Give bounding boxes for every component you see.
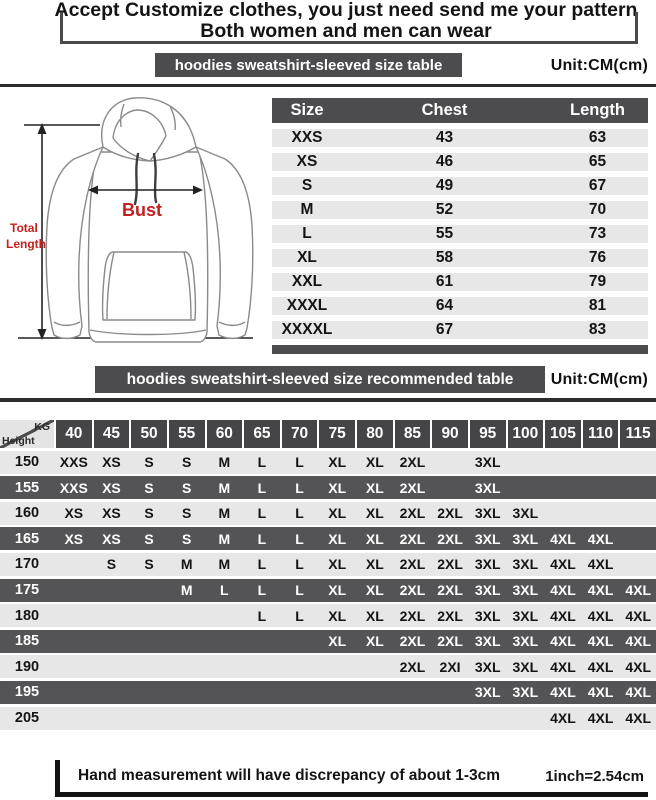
matrix-height-label: 185 — [14, 633, 40, 650]
matrix-size-cell: 2XL — [399, 479, 426, 496]
matrix-size-cell: S — [144, 530, 154, 547]
matrix-weight-header: 90 — [432, 420, 468, 448]
matrix-size-cell: 3XL — [512, 607, 539, 624]
matrix-row — [0, 527, 656, 550]
bust-label: Bust — [122, 200, 162, 220]
size-table-cell: XXXL — [286, 297, 328, 314]
matrix-size-cell: S — [182, 454, 192, 471]
size-table-cell: XS — [296, 153, 318, 170]
size-table-cell: 55 — [435, 225, 454, 242]
size-table-footer-bar — [272, 345, 648, 354]
matrix-row — [0, 681, 656, 704]
size-table-cell: 76 — [588, 249, 607, 266]
matrix-size-cell: 3XL — [512, 633, 539, 650]
matrix-size-cell: M — [218, 505, 231, 522]
matrix-height-label: 160 — [14, 505, 40, 522]
total-length-label-line1: Total — [10, 221, 38, 235]
size-table-row — [272, 201, 648, 219]
matrix-size-cell: 4XL — [625, 582, 652, 599]
matrix-size-cell: XL — [328, 479, 347, 496]
matrix-size-cell: L — [295, 505, 304, 522]
matrix-size-cell: 2XL — [399, 505, 426, 522]
size-table-cell: M — [300, 201, 314, 218]
matrix-size-cell: 4XL — [550, 633, 576, 650]
matrix-weight-header: 75 — [319, 420, 355, 448]
matrix-size-cell: 4XL — [587, 710, 614, 727]
matrix-size-cell: 3XL — [474, 530, 501, 547]
matrix-size-cell: 4XL — [625, 710, 652, 727]
matrix-size-cell: L — [295, 607, 304, 624]
header-line2: Both women and men can wear — [200, 20, 492, 42]
size-table-col-size: Size — [290, 101, 324, 119]
matrix-size-cell: 3XL — [474, 479, 501, 496]
size-table-cell: 61 — [435, 273, 454, 290]
matrix-weight-header: 60 — [207, 420, 243, 448]
matrix-size-cell: L — [257, 607, 267, 624]
matrix-row — [0, 707, 656, 730]
matrix-weight-header: 115 — [620, 420, 656, 448]
matrix-corner-cell — [0, 420, 54, 448]
matrix-size-cell: 3XL — [474, 658, 501, 675]
matrix-size-cell: XL — [328, 582, 347, 599]
matrix-size-cell: L — [257, 454, 267, 471]
matrix-size-cell: 2XL — [437, 556, 463, 573]
matrix-size-cell: XS — [102, 454, 121, 471]
matrix-size-cell: L — [257, 479, 267, 496]
divider-middle — [0, 398, 656, 402]
matrix-weight-header: 110 — [583, 420, 619, 448]
matrix-size-cell: XL — [365, 505, 384, 522]
matrix-size-cell: S — [144, 479, 154, 496]
matrix-size-cell: 3XL — [474, 582, 501, 599]
total-length-label-line2: Length — [6, 237, 46, 251]
matrix-height-label: 170 — [14, 556, 40, 573]
matrix-row — [0, 476, 656, 499]
matrix-size-cell: XL — [328, 530, 347, 547]
size-table-row — [272, 321, 648, 339]
matrix-size-cell: XL — [365, 556, 384, 573]
matrix-size-cell: 2XL — [437, 607, 463, 624]
matrix-size-cell: L — [220, 582, 229, 599]
matrix-size-cell: S — [182, 505, 192, 522]
matrix-size-cell: XL — [328, 556, 347, 573]
matrix-size-cell: L — [257, 582, 267, 599]
matrix-header-row — [0, 420, 656, 448]
matrix-size-cell: XXS — [59, 479, 88, 496]
size-table — [272, 98, 648, 354]
matrix-size-cell: 2XL — [399, 454, 426, 471]
matrix-size-cell: XS — [102, 505, 121, 522]
matrix-size-cell: 2XI — [439, 658, 461, 675]
size-table-cell: S — [301, 177, 313, 194]
matrix-size-cell: 4XL — [550, 582, 576, 599]
matrix-size-cell: M — [180, 582, 193, 599]
matrix-size-cell: M — [218, 556, 231, 573]
matrix-size-cell: 2XL — [399, 658, 426, 675]
header-line1: Accept Customize clothes, you just need send me your pattern — [54, 0, 638, 21]
matrix-size-cell: 4XL — [587, 684, 614, 701]
size-table-col-length: Length — [570, 101, 625, 119]
matrix-height-label: 155 — [14, 479, 40, 496]
matrix-size-cell: 3XL — [474, 556, 501, 573]
matrix-height-label: 180 — [14, 607, 40, 624]
matrix-size-cell: L — [295, 454, 304, 471]
size-table-cell: 58 — [435, 249, 454, 266]
matrix-size-cell: 4XL — [550, 530, 576, 547]
matrix-weight-header: 100 — [508, 420, 544, 448]
matrix-size-cell: 4XL — [625, 658, 652, 675]
matrix-size-cell: 3XL — [474, 633, 501, 650]
footer-note: Hand measurement will have discrepancy of about 1-3cm — [78, 767, 501, 784]
matrix-size-cell: 3XL — [512, 658, 539, 675]
matrix-size-cell: 2XL — [437, 582, 463, 599]
matrix-size-cell: 2XL — [399, 530, 426, 547]
hoodie-measurement-diagram — [0, 92, 270, 360]
matrix-size-cell: XL — [328, 633, 347, 650]
matrix-size-cell: S — [182, 530, 192, 547]
matrix-size-cell: 4XL — [550, 658, 576, 675]
size-table-row — [272, 225, 648, 243]
matrix-size-cell: 3XL — [512, 530, 539, 547]
size-table-row — [272, 177, 648, 195]
size-table-cell: XXXXL — [281, 321, 333, 338]
size-table-cell: 73 — [588, 225, 607, 242]
matrix-height-label: 165 — [14, 530, 40, 547]
size-table-cell: 67 — [588, 177, 607, 194]
size-table-cell: 43 — [435, 129, 454, 146]
size-table-cell: XXS — [291, 129, 323, 146]
matrix-size-cell: 2XL — [399, 556, 426, 573]
matrix-size-cell: XL — [328, 505, 347, 522]
matrix-size-cell: 4XL — [587, 658, 614, 675]
matrix-row — [0, 502, 656, 525]
matrix-size-cell: 3XL — [512, 556, 539, 573]
matrix-weight-header: 65 — [244, 420, 280, 448]
footer-conversion: 1inch=2.54cm — [545, 767, 644, 785]
recommended-size-matrix — [0, 420, 656, 730]
matrix-size-cell: XXS — [59, 454, 88, 471]
matrix-size-cell: XS — [102, 530, 121, 547]
matrix-size-cell: 2XL — [399, 607, 426, 624]
size-table-row — [272, 249, 648, 267]
matrix-size-cell: 4XL — [587, 582, 614, 599]
matrix-row — [0, 579, 656, 602]
corner-height-label: Height — [2, 435, 35, 447]
matrix-size-cell: XL — [365, 454, 384, 471]
matrix-size-cell: XL — [365, 633, 384, 650]
size-table-row — [272, 273, 648, 291]
matrix-weight-header: 80 — [357, 420, 393, 448]
matrix-size-cell: XL — [328, 454, 347, 471]
matrix-size-cell: M — [218, 479, 231, 496]
matrix-height-label: 150 — [14, 454, 40, 471]
matrix-weight-header: 105 — [545, 420, 581, 448]
hoodie-hood — [102, 98, 196, 161]
matrix-row — [0, 451, 656, 474]
matrix-size-cell: 4XL — [625, 607, 652, 624]
size-table-row — [272, 153, 648, 171]
size-table-unit: Unit:CM(cm) — [550, 57, 648, 74]
recommended-unit: Unit:CM(cm) — [550, 371, 648, 388]
size-table-row — [272, 129, 648, 147]
matrix-size-cell: L — [257, 530, 267, 547]
matrix-size-cell: M — [218, 454, 231, 471]
divider-top — [0, 84, 656, 87]
matrix-size-cell: 2XL — [437, 505, 463, 522]
matrix-size-cell: 3XL — [512, 505, 539, 522]
matrix-weight-header: 40 — [56, 420, 92, 448]
size-table-cell: 46 — [435, 153, 454, 170]
matrix-size-cell: 4XL — [625, 684, 652, 701]
matrix-weight-header: 45 — [94, 420, 130, 448]
matrix-size-cell: S — [106, 556, 117, 573]
matrix-size-cell: S — [144, 556, 154, 573]
matrix-size-cell: 4XL — [587, 607, 614, 624]
size-table-cell: 65 — [588, 153, 607, 170]
matrix-weight-header: 50 — [131, 420, 167, 448]
matrix-size-cell: L — [295, 556, 304, 573]
matrix-size-cell: 2XL — [399, 633, 426, 650]
matrix-size-cell: 2XL — [399, 582, 426, 599]
matrix-row — [0, 553, 656, 576]
size-table-cell: 49 — [435, 177, 454, 194]
matrix-size-cell: XS — [102, 479, 121, 496]
matrix-height-label: 205 — [14, 710, 40, 727]
matrix-size-cell: XL — [365, 479, 384, 496]
matrix-size-cell: 4XL — [625, 633, 652, 650]
matrix-size-cell: L — [257, 505, 267, 522]
size-table-cell: 81 — [588, 297, 607, 314]
matrix-size-cell: XL — [328, 607, 347, 624]
matrix-size-cell: XS — [64, 505, 84, 522]
matrix-size-cell: XL — [365, 607, 384, 624]
matrix-size-cell: 4XL — [550, 684, 576, 701]
hoodie-pocket — [103, 252, 196, 320]
recommended-title: hoodies sweatshirt-sleeved size recommended table — [126, 370, 514, 388]
matrix-size-cell: 2XL — [437, 633, 463, 650]
matrix-size-cell: XL — [365, 582, 384, 599]
matrix-body — [0, 451, 656, 730]
size-table-row — [272, 297, 648, 315]
matrix-size-cell: S — [182, 479, 192, 496]
size-table-cell: 67 — [435, 321, 454, 338]
matrix-weight-header: 70 — [282, 420, 318, 448]
size-table-cell: 79 — [588, 273, 607, 290]
matrix-size-cell: M — [218, 530, 231, 547]
matrix-size-cell: S — [144, 454, 154, 471]
matrix-height-label: 190 — [14, 658, 40, 675]
matrix-size-cell: 3XL — [474, 505, 501, 522]
corner-kg-label: KG — [34, 421, 50, 433]
header-note-border — [60, 12, 638, 44]
matrix-row — [0, 604, 656, 627]
size-table-cell: XXL — [291, 273, 323, 290]
matrix-size-cell: 3XL — [512, 684, 539, 701]
size-table-cell: 70 — [588, 201, 607, 218]
matrix-size-cell: 4XL — [587, 633, 614, 650]
size-table-rows — [272, 129, 648, 339]
footer-note-box — [55, 760, 648, 797]
size-table-cell: XL — [297, 249, 317, 266]
matrix-weight-header: 85 — [395, 420, 431, 448]
size-table-cell: L — [302, 225, 312, 242]
matrix-size-cell: 3XL — [474, 607, 501, 624]
size-table-title: hoodies sweatshirt-sleeved size table — [174, 56, 443, 74]
matrix-height-label: 195 — [14, 684, 40, 701]
size-table-cell: 52 — [435, 201, 454, 218]
matrix-size-cell: M — [180, 556, 193, 573]
matrix-weight-header: 55 — [169, 420, 205, 448]
size-table-cell: 63 — [588, 129, 607, 146]
matrix-row — [0, 630, 656, 653]
matrix-size-cell: 4XL — [550, 556, 576, 573]
matrix-size-cell: 2XL — [437, 530, 463, 547]
size-table-title-bar — [155, 53, 462, 77]
matrix-weight-header: 95 — [470, 420, 506, 448]
size-table-header — [272, 98, 648, 123]
matrix-size-cell: 4XL — [550, 710, 576, 727]
matrix-size-cell: 3XL — [474, 454, 501, 471]
matrix-size-cell: 4XL — [587, 556, 614, 573]
matrix-size-cell: 4XL — [550, 607, 576, 624]
matrix-size-cell: L — [295, 582, 304, 599]
size-table-col-chest: Chest — [421, 101, 468, 119]
matrix-height-label: 175 — [14, 582, 40, 599]
matrix-size-cell: L — [295, 479, 304, 496]
matrix-size-cell: 4XL — [587, 530, 614, 547]
matrix-size-cell: XS — [64, 530, 84, 547]
matrix-row — [0, 655, 656, 678]
matrix-size-cell: 3XL — [474, 684, 501, 701]
matrix-size-cell: XL — [365, 530, 384, 547]
recommended-title-bar — [95, 366, 545, 393]
matrix-size-cell: S — [144, 505, 154, 522]
matrix-size-cell: L — [295, 530, 304, 547]
matrix-size-cell: L — [257, 556, 267, 573]
matrix-size-cell: 3XL — [512, 582, 539, 599]
size-table-cell: 64 — [435, 297, 454, 314]
size-table-cell: 83 — [588, 321, 607, 338]
